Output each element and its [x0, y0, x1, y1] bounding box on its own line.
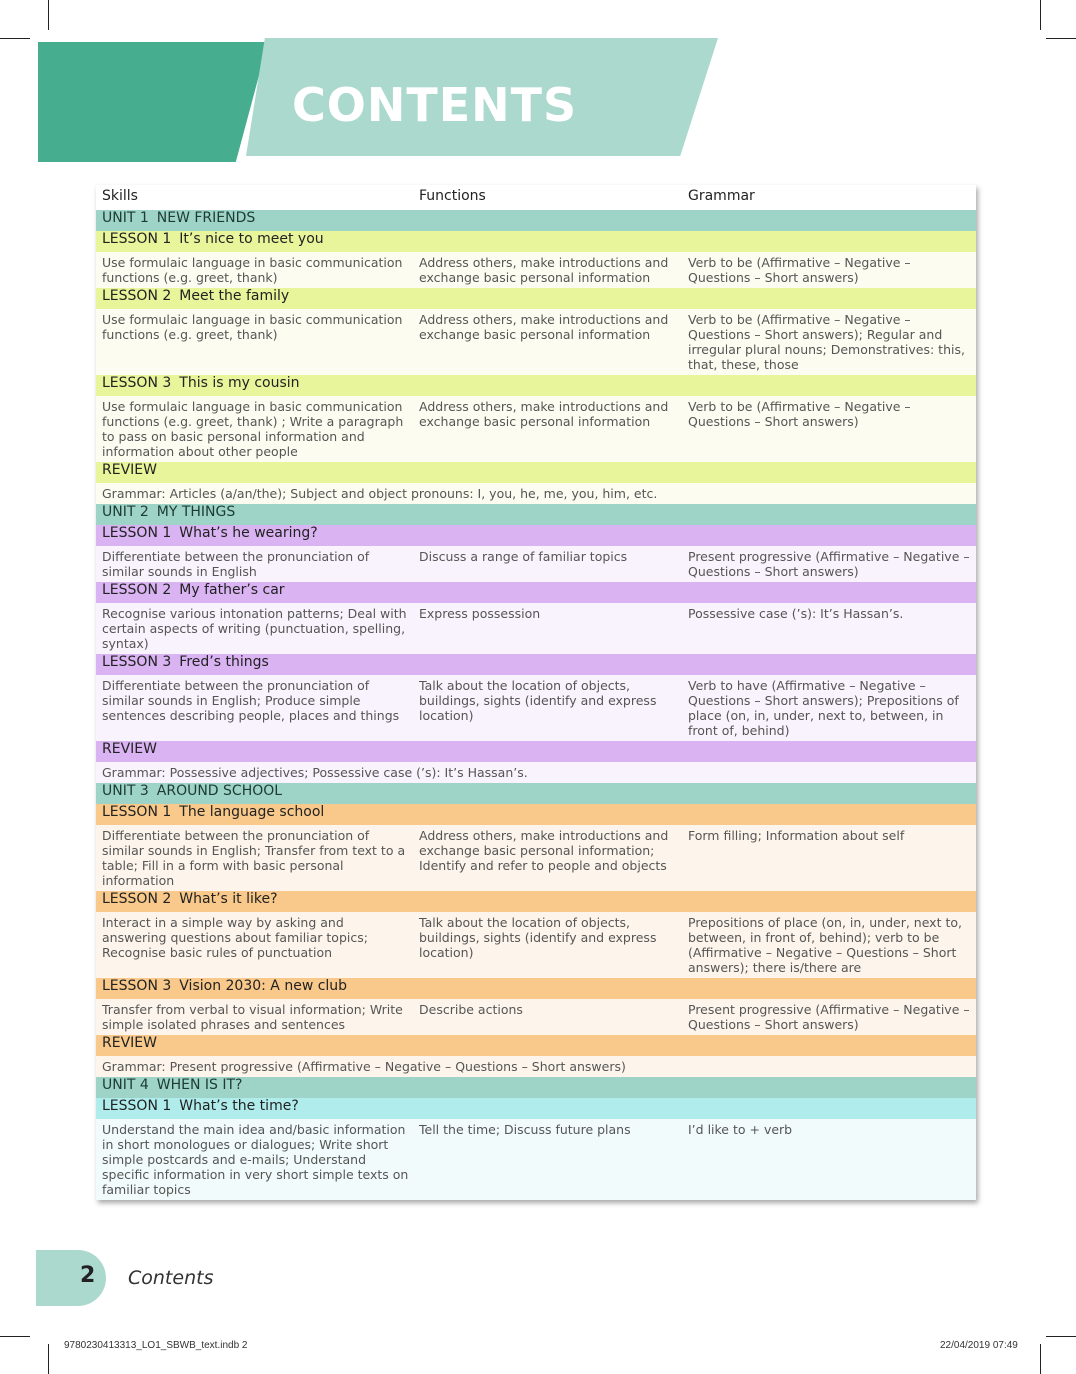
functions-cell: Address others, make introductions and exchange basic personal information [413, 396, 682, 462]
skills-cell: Differentiate between the pronunciation of similar sounds in English; Transfer from text to a table; Fill in a form with basic personal information [96, 825, 413, 891]
crop-mark [1046, 38, 1076, 39]
unit-heading: UNIT 2 MY THINGS [96, 504, 976, 525]
grammar-cell: I’d like to + verb [682, 1119, 976, 1200]
lesson-heading: LESSON 2 My father’s car [96, 582, 976, 603]
skills-cell: Interact in a simple way by asking and answering questions about familiar topics; Recognise basic rules of punctuation [96, 912, 413, 978]
header-grammar: Grammar [688, 188, 755, 204]
review-heading: REVIEW [96, 1035, 976, 1056]
lesson-heading: LESSON 3 This is my cousin [96, 375, 976, 396]
table-row [96, 1119, 976, 1200]
unit-heading: UNIT 4 WHEN IS IT? [96, 1077, 976, 1098]
crop-mark [48, 1344, 49, 1374]
skills-cell: Use formulaic language in basic communication functions (e.g. greet, thank) ; Write a paragraph to pass on basic personal information and information about other people [96, 396, 413, 462]
crop-mark [1046, 1336, 1076, 1337]
functions-cell: Address others, make introductions and exchange basic personal information [413, 309, 682, 375]
file-info: 9780230413313_LO1_SBWB_text.indb 2 [64, 1340, 248, 1351]
skills-cell: Use formulaic language in basic communication functions (e.g. greet, thank) [96, 252, 413, 288]
date-info: 22/04/2019 07:49 [940, 1340, 1018, 1351]
table-row [96, 825, 976, 891]
lesson-heading: LESSON 1 It’s nice to meet you [96, 231, 976, 252]
skills-cell: Differentiate between the pronunciation of similar sounds in English; Produce simple sentences describing people, places and things [96, 675, 413, 741]
review-grammar: Grammar: Possessive adjectives; Possessive case (’s): It’s Hassan’s. [96, 762, 976, 783]
grammar-cell: Present progressive (Affirmative – Negative – Questions – Short answers) [682, 999, 976, 1035]
lesson-heading: LESSON 3 Vision 2030: A new club [96, 978, 976, 999]
table-row [96, 675, 976, 741]
unit-4-section [96, 1077, 976, 1200]
crop-mark [0, 1336, 30, 1337]
review-heading: REVIEW [96, 462, 976, 483]
unit-heading: UNIT 1 NEW FRIENDS [96, 210, 976, 231]
functions-cell: Express possession [413, 603, 682, 654]
skills-cell: Transfer from verbal to visual information; Write simple isolated phrases and sentences [96, 999, 413, 1035]
unit-1-section [96, 210, 976, 504]
contents-table [96, 185, 976, 1200]
table-row [96, 309, 976, 375]
header-functions: Functions [419, 188, 486, 204]
lesson-heading: LESSON 2 What’s it like? [96, 891, 976, 912]
functions-cell: Talk about the location of objects, buildings, sights (identify and express location) [413, 675, 682, 741]
lesson-heading: LESSON 2 Meet the family [96, 288, 976, 309]
table-row [96, 396, 976, 462]
crop-mark [0, 38, 30, 39]
crop-mark [1040, 0, 1041, 30]
skills-cell: Understand the main idea and/basic information in short monologues or dialogues; Write short simple postcards and e-mails; Understand specific information in very short simple texts on familiar topics [96, 1119, 413, 1200]
crop-mark [48, 0, 49, 30]
grammar-cell: Form filling; Information about self [682, 825, 976, 891]
grammar-cell: Verb to be (Affirmative – Negative – Questions – Short answers) [682, 396, 976, 462]
skills-cell: Differentiate between the pronunciation of similar sounds in English [96, 546, 413, 582]
header-skills: Skills [102, 188, 138, 204]
unit-2-section [96, 504, 976, 783]
skills-cell: Use formulaic language in basic communication functions (e.g. greet, thank) [96, 309, 413, 375]
table-row [96, 999, 976, 1035]
table-header [96, 185, 976, 210]
table-row [96, 912, 976, 978]
grammar-cell: Verb to be (Affirmative – Negative – Questions – Short answers); Regular and irregular plural nouns; Demonstratives: this, that, these, those [682, 309, 976, 375]
grammar-cell: Present progressive (Affirmative – Negative – Questions – Short answers) [682, 546, 976, 582]
table-row [96, 603, 976, 654]
functions-cell: Talk about the location of objects, buildings, sights (identify and express location) [413, 912, 682, 978]
review-heading: REVIEW [96, 741, 976, 762]
table-row [96, 546, 976, 582]
unit-3-section [96, 783, 976, 1077]
functions-cell: Discuss a range of familiar topics [413, 546, 682, 582]
functions-cell: Describe actions [413, 999, 682, 1035]
page-number-tab [36, 1250, 106, 1306]
review-grammar: Grammar: Present progressive (Affirmative – Negative – Questions – Short answers) [96, 1056, 976, 1077]
functions-cell: Address others, make introductions and exchange basic personal information [413, 252, 682, 288]
table-row [96, 252, 976, 288]
page-label: Contents [128, 1267, 214, 1289]
grammar-cell: Verb to be (Affirmative – Negative – Questions – Short answers) [682, 252, 976, 288]
functions-cell: Tell the time; Discuss future plans [413, 1119, 682, 1200]
crop-mark [1040, 1344, 1041, 1374]
unit-heading: UNIT 3 AROUND SCHOOL [96, 783, 976, 804]
grammar-cell: Possessive case (’s): It’s Hassan’s. [682, 603, 976, 654]
functions-cell: Address others, make introductions and exchange basic personal information; Identify and refer to people and objects [413, 825, 682, 891]
lesson-heading: LESSON 1 The language school [96, 804, 976, 825]
grammar-cell: Verb to have (Affirmative – Negative – Questions – Short answers); Prepositions of place (on, in, under, next to, between, in front of, behind) [682, 675, 976, 741]
page-number: 2 [80, 1263, 96, 1288]
lesson-heading: LESSON 1 What’s the time? [96, 1098, 976, 1119]
grammar-cell: Prepositions of place (on, in, under, next to, between, in front of, behind); verb to be (Affirmative – Negative – Questions – Short answers); there is/there are [682, 912, 976, 978]
lesson-heading: LESSON 1 What’s he wearing? [96, 525, 976, 546]
lesson-heading: LESSON 3 Fred’s things [96, 654, 976, 675]
banner-dark-shape [38, 42, 268, 162]
skills-cell: Recognise various intonation patterns; Deal with certain aspects of writing (punctuation, spelling, syntax) [96, 603, 413, 654]
page-title: CONTENTS [292, 78, 578, 132]
review-grammar: Grammar: Articles (a/an/the); Subject and object pronouns: I, you, he, me, you, him, etc. [96, 483, 976, 504]
